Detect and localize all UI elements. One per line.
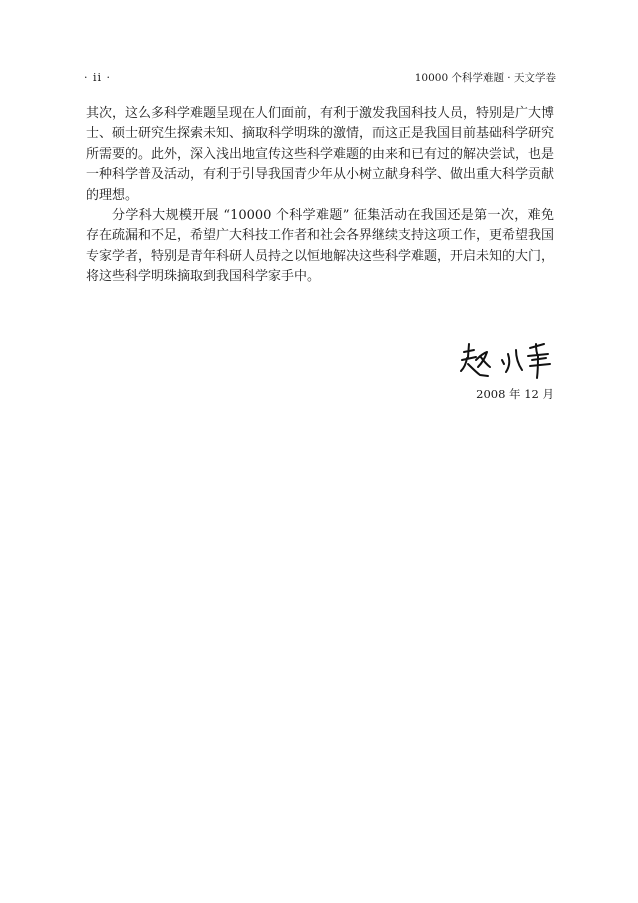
running-header <box>84 70 556 86</box>
handwritten-signature <box>458 340 558 380</box>
date: 2008 年 12 月 <box>476 387 554 401</box>
page-number: · ii · <box>84 71 112 84</box>
body-text <box>86 104 554 288</box>
book-title: 10000 个科学难题 · 天文学卷 <box>414 72 556 84</box>
paragraph-1: 其次，这么多科学难题呈现在人们面前，有利于激发我国科技人员，特别是广大博士、硕士研究生探索未知、摘取科学明珠的激情，而这正是我国目前基础科学研究所需要的。此外，深入浅出地宣传这些科学难题的由来和已有过的解决尝试，也是一种科学普及活动，有利于引导我国青少年从小树立献身科学、做出重大科学贡献的理想。 <box>86 106 555 203</box>
paragraph-2: 分学科大规模开展 “10000 个科学难题” 征集活动在我国还是第一次，难免存在疏漏和不足，希望广大科技工作者和社会各界继续支持这项工作，更希望我国专家学者，特别是青年科研人员持之以恒地解决这些科学难题，开启未知的大门，将这些科学明珠摘取到我国科学家手中。 <box>86 208 555 285</box>
